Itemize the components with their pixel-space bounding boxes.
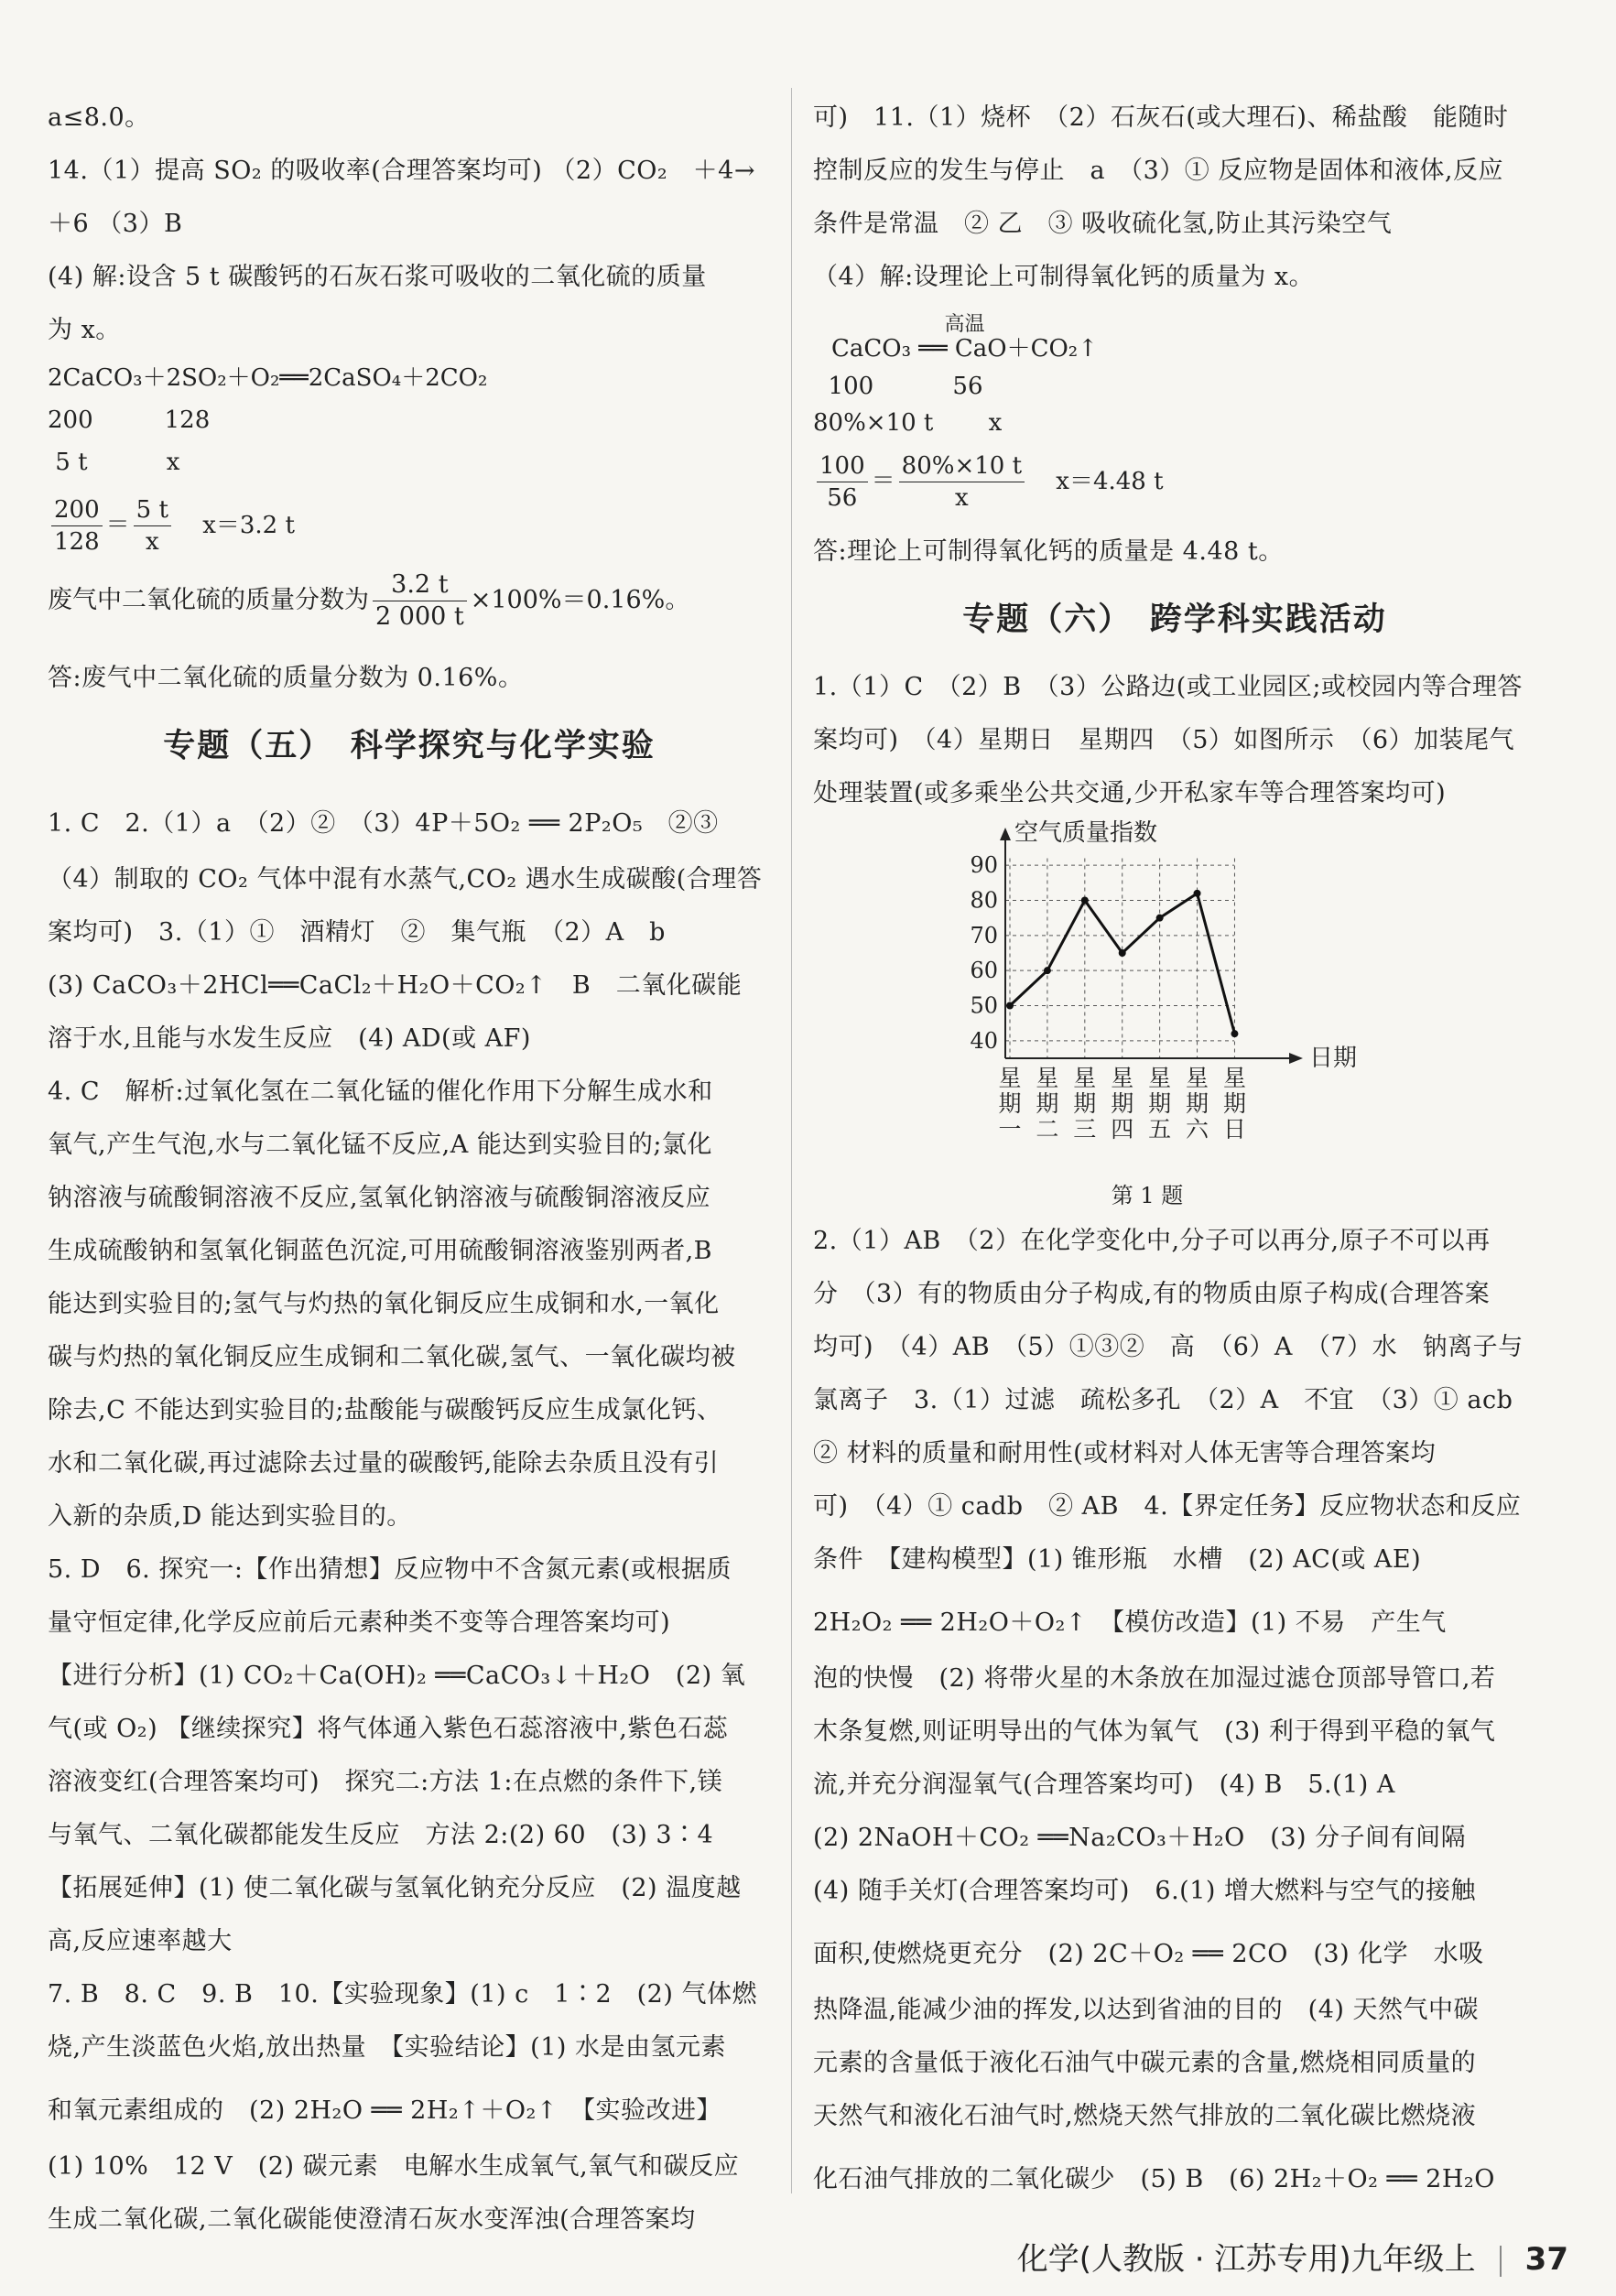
text-line: （4）制取的 CO₂ 气体中混有水蒸气,CO₂ 遇水生成碳酸(合理答: [48, 865, 763, 893]
text-line: 烧,产生淡蓝色火焰,放出热量 【实验结论】(1) 水是由氢元素: [48, 2033, 726, 2062]
subject-label: 化学(人教版 · 江苏专用)九年级上: [1016, 2241, 1476, 2278]
data-point: [1119, 949, 1126, 957]
text-line: 2.（1）AB （2）在化学变化中,分子可以再分,原子不可以再: [813, 1227, 1491, 1255]
y-axis-arrow: [1000, 828, 1011, 840]
footer-separator: [1500, 2246, 1502, 2277]
section-5-body: [48, 787, 771, 2247]
text-line: 量守恒定律,化学反应前后元素种类不变等合理答案均可): [48, 1608, 671, 1637]
air-quality-chart: [950, 819, 1358, 1177]
y-tick-label: 60: [970, 958, 998, 984]
ratio-equation: $\frac{100}{56}$ ＝ $\frac{80\%\times 10 t}{x}$ x＝4.48 t: [813, 450, 1536, 525]
equation-ratio-row: 100 56: [813, 373, 983, 400]
data-point: [1006, 1002, 1014, 1010]
text-line: 均可) （4）AB （5）①③② 高 （6）A （7）水 钠离子与: [813, 1333, 1524, 1361]
text-line: 案均可) （4）星期日 星期四 （5）如图所示 （6）加装尾气: [813, 726, 1515, 754]
equation-ratio-row: 5 t x: [48, 449, 180, 476]
text-line: 可) 11.（1）烧杯 （2）石灰石(或大理石)、稀盐酸 能随时: [813, 103, 1509, 132]
x-tick-label: 期: [1148, 1090, 1172, 1117]
data-point: [1231, 1030, 1238, 1037]
text-line: 条件 【建构模型】(1) 锥形瓶 水槽 (2) AC(或 AE): [813, 1545, 1422, 1574]
x-tick-label: 期: [998, 1090, 1022, 1117]
text-line: a≤8.0。: [48, 103, 150, 132]
text-line: 氯离子 3.（1）过滤 疏松多孔 （2）A 不宜 （3）① acb: [813, 1386, 1513, 1414]
text-line: 分 （3）有的物质由分子构成,有的物质由原子构成(合理答案: [813, 1280, 1491, 1308]
text-line: 钠溶液与硫酸铜溶液不反应,氢氧化钠溶液与硫酸铜溶液反应: [48, 1184, 711, 1212]
data-point: [1194, 890, 1201, 897]
x-tick-label: 二: [1036, 1116, 1059, 1143]
text-line: 天然气和液化石油气时,燃烧天然气排放的二氧化碳比燃烧液: [813, 2102, 1477, 2130]
text-line: （4）解:设理论上可制得氧化钙的质量为 x。: [813, 263, 1315, 291]
x-tick-label: 星: [1186, 1065, 1209, 1091]
x-tick-label: 期: [1111, 1090, 1134, 1117]
section-heading-6: 专题（六） 跨学科实践活动: [962, 601, 1387, 638]
x-tick-label: 星: [998, 1065, 1022, 1091]
chemical-equation: 高温 CaCO₃ ══ CaO＋CO₂↑: [831, 313, 1098, 363]
page-footer: [1017, 2234, 1568, 2279]
text-line: 化石油气排放的二氧化碳少 (5) B (6) 2H₂＋O₂ ══ 2H₂O: [813, 2165, 1495, 2193]
equation-block: [813, 304, 1536, 450]
fraction: $\frac{200}{128}$: [51, 494, 103, 558]
data-point: [1044, 967, 1051, 974]
text-line: ② 材料的质量和耐用性(或材料对人体无害等合理答案均: [813, 1439, 1437, 1467]
text-line: 水和二氧化碳,再过滤除去过量的碳酸钙,能除去杂质且没有引: [48, 1449, 720, 1478]
text-line: 高,反应速率越大: [48, 1927, 233, 1955]
y-tick-label: 90: [970, 852, 998, 879]
text-line: 1. C 2.（1）a （2）② （3）4P＋5O₂ ══ 2P₂O₅ ②③: [48, 809, 719, 838]
equation-ratio-row: 200 128: [48, 406, 211, 434]
text-line: (4) 解:设含 5 t 碳酸钙的石灰石浆可吸收的二氧化硫的质量: [48, 263, 707, 291]
equation-block: [48, 357, 771, 494]
text-line: 元素的含量低于液化石油气中碳元素的含量,燃烧相同质量的: [813, 2049, 1477, 2077]
y-tick-label: 50: [970, 992, 998, 1019]
text-line: 【进行分析】(1) CO₂＋Ca(OH)₂ ══CaCO₃↓＋H₂O (2) 氧: [48, 1662, 746, 1690]
text-line: 溶液变红(合理答案均可) 探究二:方法 1:在点燃的条件下,镁: [48, 1768, 723, 1796]
text-line: 4. C 解析:过氧化氢在二氧化锰的催化作用下分解生成水和: [48, 1078, 713, 1106]
text-line: 生成二氧化碳,二氧化碳能使澄清石灰水变浑浊(合理答案均: [48, 2205, 696, 2234]
ratio-result: x＝4.48 t: [1056, 467, 1164, 495]
text-line: 【拓展延伸】(1) 使二氧化碳与氢氧化钠充分反应 (2) 温度越: [48, 1874, 742, 1902]
x-tick-label: 星: [1111, 1065, 1134, 1091]
text-line: 处理装置(或多乘坐公共交通,少开私家车等合理答案均可): [813, 779, 1447, 807]
text-line: 木条复燃,则证明导出的气体为氧气 (3) 利于得到平稳的氧气: [813, 1717, 1496, 1746]
ratio-equation: $\frac{200}{128}$ ＝ $\frac{5 t}{x}$ x＝3.2 t: [48, 494, 771, 569]
text-line: 气(或 O₂) 【继续探究】将气体通入紫色石蕊溶液中,紫色石蕊: [48, 1715, 729, 1743]
y-axis-label: 空气质量指数: [1014, 819, 1158, 847]
text-line: 面积,使燃烧更充分 (2) 2C＋O₂ ══ 2CO (3) 化学 水吸: [813, 1940, 1484, 1968]
text-line: 5. D 6. 探究一:【作出猜想】反应物中不含氮元素(或根据质: [48, 1555, 732, 1584]
text-line: (4) 随手关灯(合理答案均可) 6.(1) 增大燃料与空气的接触: [813, 1877, 1476, 1905]
x-tick-label: 日: [1222, 1116, 1246, 1143]
x-tick-label: 五: [1148, 1116, 1172, 1143]
page-number: 37: [1524, 2241, 1568, 2278]
chart-caption: 第 1 题: [1111, 1183, 1184, 1208]
text-line: 生成硫酸钠和氢氧化铜蓝色沉淀,可用硫酸铜溶液鉴别两者,B: [48, 1237, 713, 1265]
text-line: 能达到实验目的;氢气与灼热的氧化铜反应生成铜和水,一氧化: [48, 1290, 720, 1318]
fraction: $\frac{80\%\times 10 t}{x}$: [899, 450, 1025, 514]
text-line: 条件是常温 ② 乙 ③ 吸收硫化氢,防止其污染空气: [813, 210, 1393, 238]
y-tick-label: 40: [970, 1027, 998, 1054]
text-line: 控制反应的发生与停止 a （3）① 反应物是固体和液体,反应: [813, 157, 1503, 185]
x-tick-label: 星: [1036, 1065, 1059, 1091]
x-tick-label: 期: [1036, 1090, 1059, 1117]
text-line: 2H₂O₂ ══ 2H₂O＋O₂↑ 【模仿改造】(1) 不易 产生气: [813, 1608, 1447, 1637]
equation-ratio-row: 80%×10 t x: [813, 409, 1003, 437]
text-line: ＋6 （3）B: [48, 210, 183, 238]
x-tick-label: 六: [1186, 1116, 1209, 1143]
text-line: 7. B 8. C 9. B 10.【实验现象】(1) c 1∶2 (2) 气体燃: [48, 1980, 757, 2009]
text-line: 溶于水,且能与水发生反应 (4) AD(或 AF): [48, 1024, 531, 1053]
x-axis-label: 日期: [1309, 1045, 1358, 1072]
data-point: [1081, 897, 1089, 904]
section-6-body: [813, 1215, 1536, 2209]
text-line: 泡的快慢 (2) 将带火星的木条放在加湿过滤仓顶部导管口,若: [813, 1664, 1496, 1693]
text-line: 和氧元素组成的 (2) 2H₂O ══ 2H₂↑＋O₂↑ 【实验改进】: [48, 2096, 721, 2125]
mass-fraction-line: 废气中二氧化硫的质量分数为 $\frac{3.2 t}{2 000 t}$ ×100%＝0.16%。: [48, 570, 690, 631]
text-line: 14.（1）提高 SO₂ 的吸收率(合理答案均可) （2）CO₂ ＋4→: [48, 157, 755, 185]
section-heading-5: 专题（五） 科学探究与化学实验: [163, 728, 656, 764]
x-tick-label: 三: [1073, 1116, 1097, 1143]
x-axis-arrow: [1289, 1053, 1303, 1064]
text-line: 案均可) 3.（1）① 酒精灯 ② 集气瓶 （2）A b: [48, 918, 666, 947]
fraction: $\frac{5 t}{x}$: [134, 494, 171, 558]
text-line: 为 x。: [48, 316, 121, 344]
answer-line: 答:理论上可制得氧化钙的质量是 4.48 t。: [813, 537, 1284, 566]
x-tick-label: 一: [998, 1116, 1022, 1143]
y-tick-label: 70: [970, 922, 998, 948]
x-tick-label: 期: [1222, 1090, 1246, 1117]
right-column: [813, 92, 1536, 2209]
text-line: (3) CaCO₃＋2HCl══CaCl₂＋H₂O＋CO₂↑ B 二氧化碳能: [48, 971, 743, 1000]
x-tick-label: 期: [1073, 1090, 1097, 1117]
column-divider: [791, 88, 792, 2193]
x-tick-label: 星: [1073, 1065, 1097, 1091]
text-line: 与氧气、二氧化碳都能发生反应 方法 2:(2) 60 (3) 3∶4: [48, 1821, 714, 1849]
text-line: 碳与灼热的氧化铜反应生成铜和二氧化碳,氢气、一氧化碳均被: [48, 1343, 736, 1371]
x-tick-label: 四: [1111, 1116, 1134, 1143]
text-line: 入新的杂质,D 能达到实验目的。: [48, 1502, 412, 1531]
x-tick-label: 星: [1222, 1065, 1246, 1091]
ratio-result: x＝3.2 t: [202, 511, 295, 539]
text-line: 氧气,产生气泡,水与二氧化锰不反应,A 能达到实验目的;氯化: [48, 1131, 712, 1159]
y-tick-label: 80: [970, 887, 998, 914]
data-point: [1156, 915, 1164, 922]
text-line: 可) （4）① cadb ② AB 4.【界定任务】反应物状态和反应: [813, 1492, 1522, 1521]
text-line: 热降温,能减少油的挥发,以达到省油的目的 (4) 天然气中碳: [813, 1996, 1479, 2024]
text-line: (1) 10% 12 V (2) 碳元素 电解水生成氧气,氧气和碳反应: [48, 2152, 740, 2181]
chemical-equation: 2CaCO₃＋2SO₂＋O₂══2CaSO₄＋2CO₂: [48, 364, 488, 392]
text-line: 流,并充分润湿氧气(合理答案均可) (4) B 5.(1) A: [813, 1771, 1395, 1799]
x-tick-label: 星: [1148, 1065, 1172, 1091]
text-line: (2) 2NaOH＋CO₂ ══Na₂CO₃＋H₂O (3) 分子间有间隔: [813, 1824, 1467, 1852]
x-tick-label: 期: [1186, 1090, 1209, 1117]
left-column: [48, 92, 771, 2247]
answer-line: 答:废气中二氧化硫的质量分数为 0.16%。: [48, 664, 524, 692]
text-line: 1.（1）C （2）B （3）公路边(或工业园区;或校园内等合理答: [813, 673, 1523, 701]
text-line: 除去,C 不能达到实验目的;盐酸能与碳酸钙反应生成氯化钙、: [48, 1396, 722, 1424]
fraction: $\frac{3.2 t}{2 000 t}$: [373, 569, 467, 633]
fraction: $\frac{100}{56}$: [817, 450, 868, 514]
